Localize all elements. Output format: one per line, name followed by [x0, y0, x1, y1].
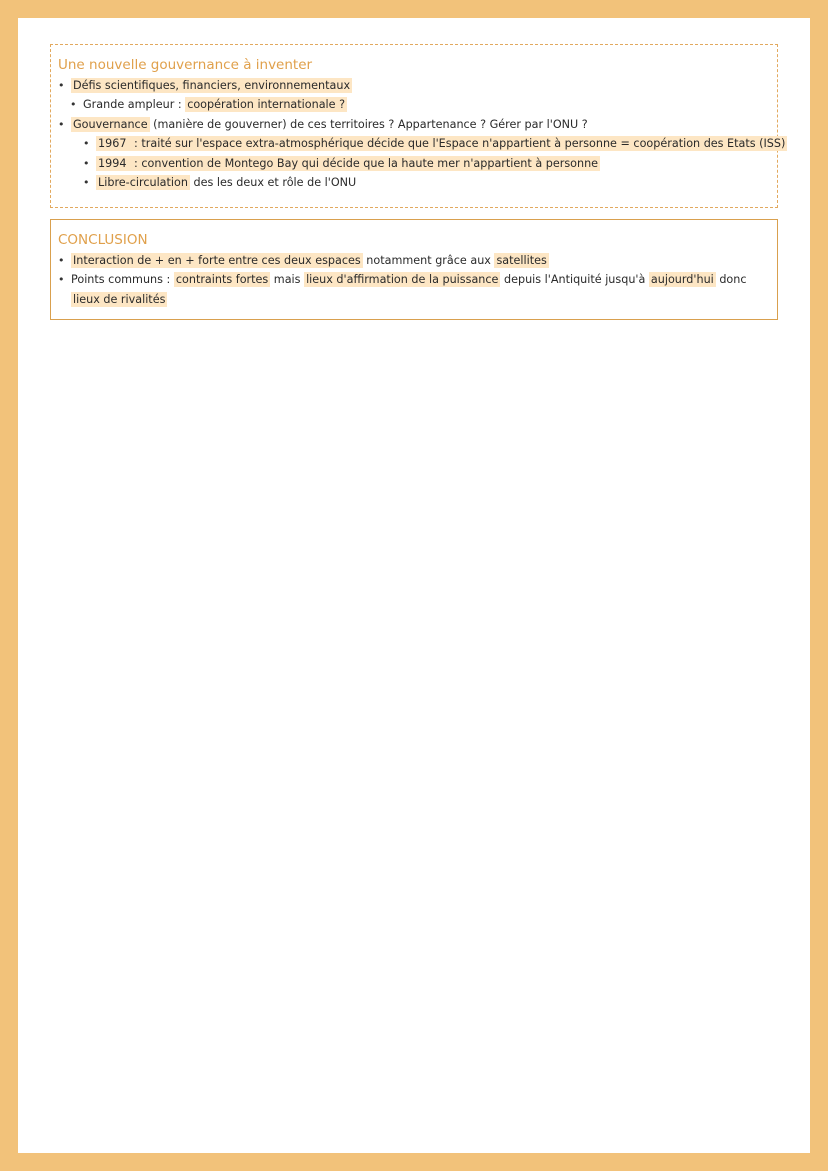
item-text: (manière de gouverner) de ces territoires ? Appartenance ? Gérer par l'ONU ?	[149, 117, 588, 131]
list-item	[58, 134, 786, 153]
item-highlight: Libre-circulation	[98, 176, 188, 190]
conclusion-title: CONCLUSION	[58, 232, 148, 248]
list-item	[58, 115, 770, 134]
bullet-icon: •	[83, 156, 90, 170]
list-item	[58, 95, 770, 114]
item-text: Défis scientifiques, financiers, environnementaux	[73, 79, 351, 92]
item-text: mais	[270, 273, 305, 287]
item-highlight: aujourd'hui	[650, 273, 714, 287]
item-text: Points communs :	[71, 273, 174, 287]
bullet-icon: •	[58, 273, 65, 287]
governance-section	[50, 44, 786, 208]
item-label: Grande ampleur :	[83, 98, 186, 112]
item-highlight: Interaction de + en + forte entre ces deux espaces	[73, 254, 361, 267]
bullet-icon: •	[83, 137, 90, 151]
item-year: 1994	[98, 156, 127, 170]
item-highlight: satellites	[496, 254, 547, 267]
bullet-icon: •	[83, 176, 90, 190]
item-highlight: lieux d'affirmation de la puissance	[306, 273, 499, 287]
item-text: donc	[715, 273, 747, 287]
list-item	[58, 154, 770, 173]
item-year: 1967	[98, 137, 127, 151]
item-highlight: : traité sur l'espace extra-atmosphérique décide que l'Espace n'appartient à personne = coopération des Etats (ISS)	[130, 137, 786, 151]
bullet-icon: •	[58, 254, 65, 267]
bullet-icon: •	[70, 98, 77, 112]
item-text: des les deux et rôle de l'ONU	[189, 176, 357, 190]
section-title: Une nouvelle gouvernance à inventer	[58, 57, 313, 73]
item-highlight: Gouvernance	[73, 117, 148, 131]
item-text: notamment grâce aux	[362, 254, 495, 267]
bullet-icon: •	[58, 79, 65, 92]
list-item	[58, 76, 770, 95]
conclusion-section	[50, 219, 778, 320]
item-highlight: contraints fortes	[175, 273, 269, 287]
list-item	[58, 270, 770, 309]
item-highlight: : convention de Montego Bay qui décide que la haute mer n'appartient à personne	[130, 156, 599, 170]
item-highlight: coopération internationale ?	[187, 98, 346, 112]
bullet-icon: •	[58, 117, 65, 131]
item-text: depuis l'Antiquité jusqu'à	[500, 273, 649, 287]
document-page	[18, 18, 810, 1153]
item-highlight: lieux de rivalités	[73, 292, 166, 306]
list-item	[58, 251, 770, 270]
list-item	[58, 173, 770, 192]
